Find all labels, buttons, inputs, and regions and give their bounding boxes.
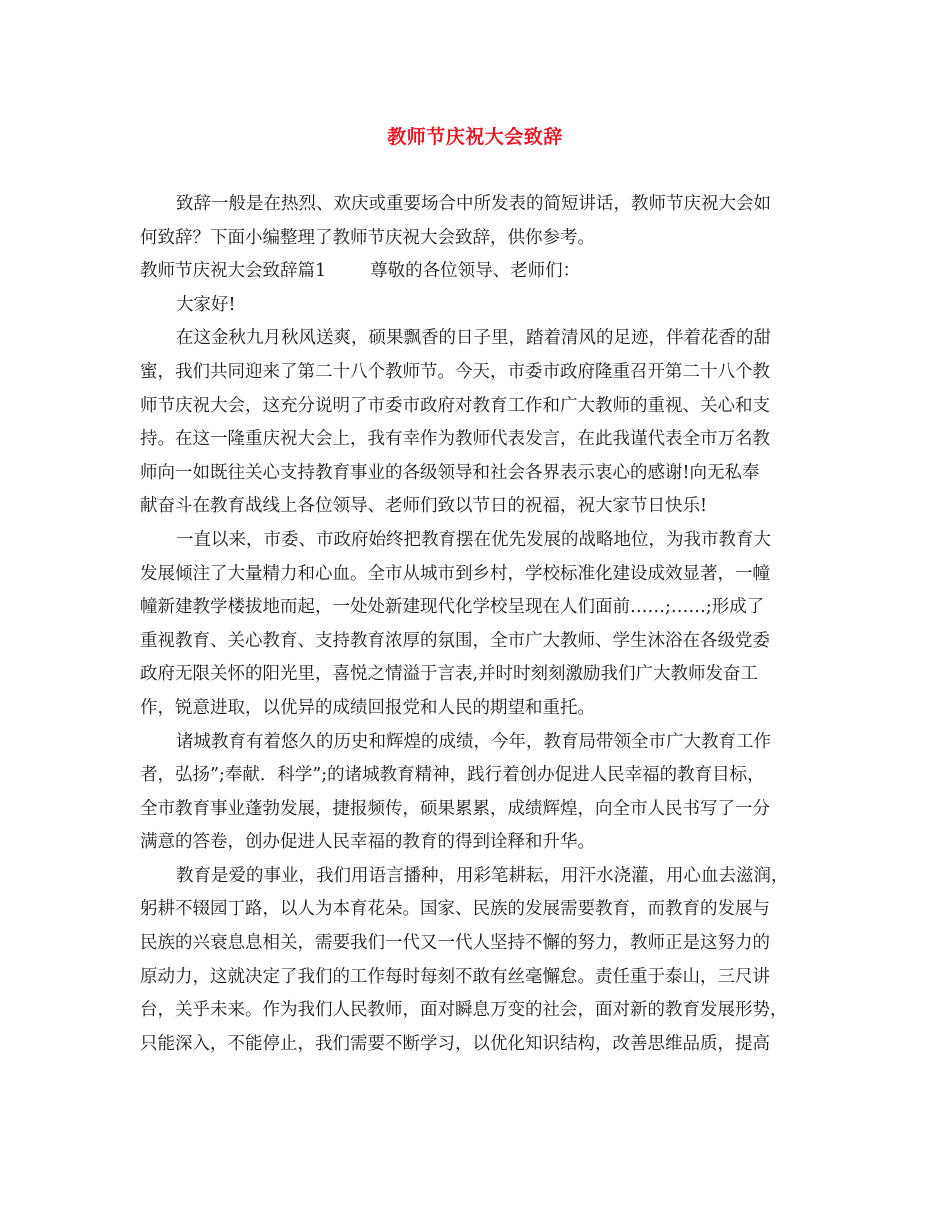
paragraph-line: 政府无限关怀的阳光里，喜悦之情溢于言表,并时时刻刻激励我们广大教师发奋工 bbox=[140, 664, 759, 685]
paragraph-line: 诸城教育有着悠久的历史和辉煌的成绩，今年，教育局带领全市广大教育工作 bbox=[176, 731, 771, 752]
paragraph-line: 重视教育、关心教育、支持教育浓厚的氛围，全市广大教师、学生沐浴在各级党委 bbox=[140, 630, 770, 651]
paragraph-line: 教育是爱的事业，我们用语言播种，用彩笔耕耘，用汗水浇灌，用心血去滋润， bbox=[176, 865, 789, 886]
paragraph-line: 献奋斗在教育战线上各位领导、老师们致以节日的祝福，祝大家节日快乐! bbox=[140, 496, 708, 517]
paragraph-1 bbox=[140, 322, 812, 524]
document-title: 教师节庆祝大会致辞 bbox=[387, 126, 563, 148]
intro-line: 致辞一般是在热烈、欢庆或重要场合中所发表的简短讲话，教师节庆祝大会如 bbox=[176, 194, 771, 214]
paragraph-line: 民族的兴衰息息相关，需要我们一代又一代人坚持不懈的努力，教师正是这努力的 bbox=[140, 933, 770, 954]
paragraph-line: 全市教育事业蓬勃发展，捷报频传，硕果累累，成绩辉煌，向全市人民书写了一分 bbox=[140, 798, 770, 819]
paragraph-3 bbox=[140, 726, 812, 860]
paragraph-line: 者，弘扬”;奉献．科学”;的诸城教育精神，践行着创办促进人民幸福的教育目标， bbox=[140, 765, 765, 786]
paragraph-line: 师节庆祝大会，这充分说明了市委市政府对教育工作和广大教师的重视、关心和支 bbox=[140, 395, 770, 416]
salutation: 尊敬的各位领导、老师们： bbox=[370, 261, 581, 282]
paragraph-line: 躬耕不辍园丁路，以人为本育花朵。国家、民族的发展需要教育，而教育的发展与 bbox=[140, 899, 770, 920]
paragraph-line: 原动力，这就决定了我们的工作每时每刻不敢有丝毫懈怠。责任重于泰山，三尺讲 bbox=[140, 966, 770, 987]
paragraph-line: 发展倾注了大量精力和心血。全市从城市到乡村，学校标准化建设成效显著，一幢 bbox=[140, 563, 770, 584]
paragraph-line: 在这金秋九月秋风送爽，硕果飘香的日子里，踏着清风的足迹，伴着花香的甜 bbox=[176, 328, 771, 349]
paragraph-line: 一直以来，市委、市政府始终把教育摆在优先发展的战略地位，为我市教育大 bbox=[176, 529, 771, 550]
paragraph-line: 只能深入，不能停止，我们需要不断学习，以优化知识结构，改善思维品质，提高 bbox=[140, 1033, 770, 1054]
paragraph-line: 满意的答卷，创办促进人民幸福的教育的得到诠释和升华。 bbox=[140, 832, 595, 853]
paragraph-line: 师向一如既往关心支持教育事业的各级领导和社会各界表示衷心的感谢!向无私奉 bbox=[140, 462, 760, 483]
paragraph-line: 蜜，我们共同迎来了第二十八个教师节。今天，市委市政府隆重召开第二十八个教 bbox=[140, 361, 770, 382]
paragraph-line: 作，锐意进取，以优异的成绩回报党和人民的期望和重托。 bbox=[140, 697, 595, 718]
paragraph-4 bbox=[140, 860, 812, 1062]
intro-line: 何致辞？下面小编整理了教师节庆祝大会致辞，供你参考。 bbox=[140, 227, 595, 248]
document-body bbox=[140, 188, 812, 1061]
greeting: 大家好! bbox=[176, 294, 236, 315]
paragraph-line: 幢新建教学楼拔地而起，一处处新建现代化学校呈现在人们面前……;……;形成了 bbox=[140, 597, 765, 618]
section-heading-line bbox=[140, 255, 812, 289]
paragraph-line: 台，关乎未来。作为我们人民教师，面对瞬息万变的社会，面对新的教育发展形势， bbox=[140, 1000, 788, 1021]
paragraph-line: 持。在这一隆重庆祝大会上，我有幸作为教师代表发言，在此我谨代表全市万名教 bbox=[140, 429, 770, 450]
section-heading: 教师节庆祝大会致辞篇1 bbox=[140, 261, 327, 282]
paragraph-2 bbox=[140, 524, 812, 726]
